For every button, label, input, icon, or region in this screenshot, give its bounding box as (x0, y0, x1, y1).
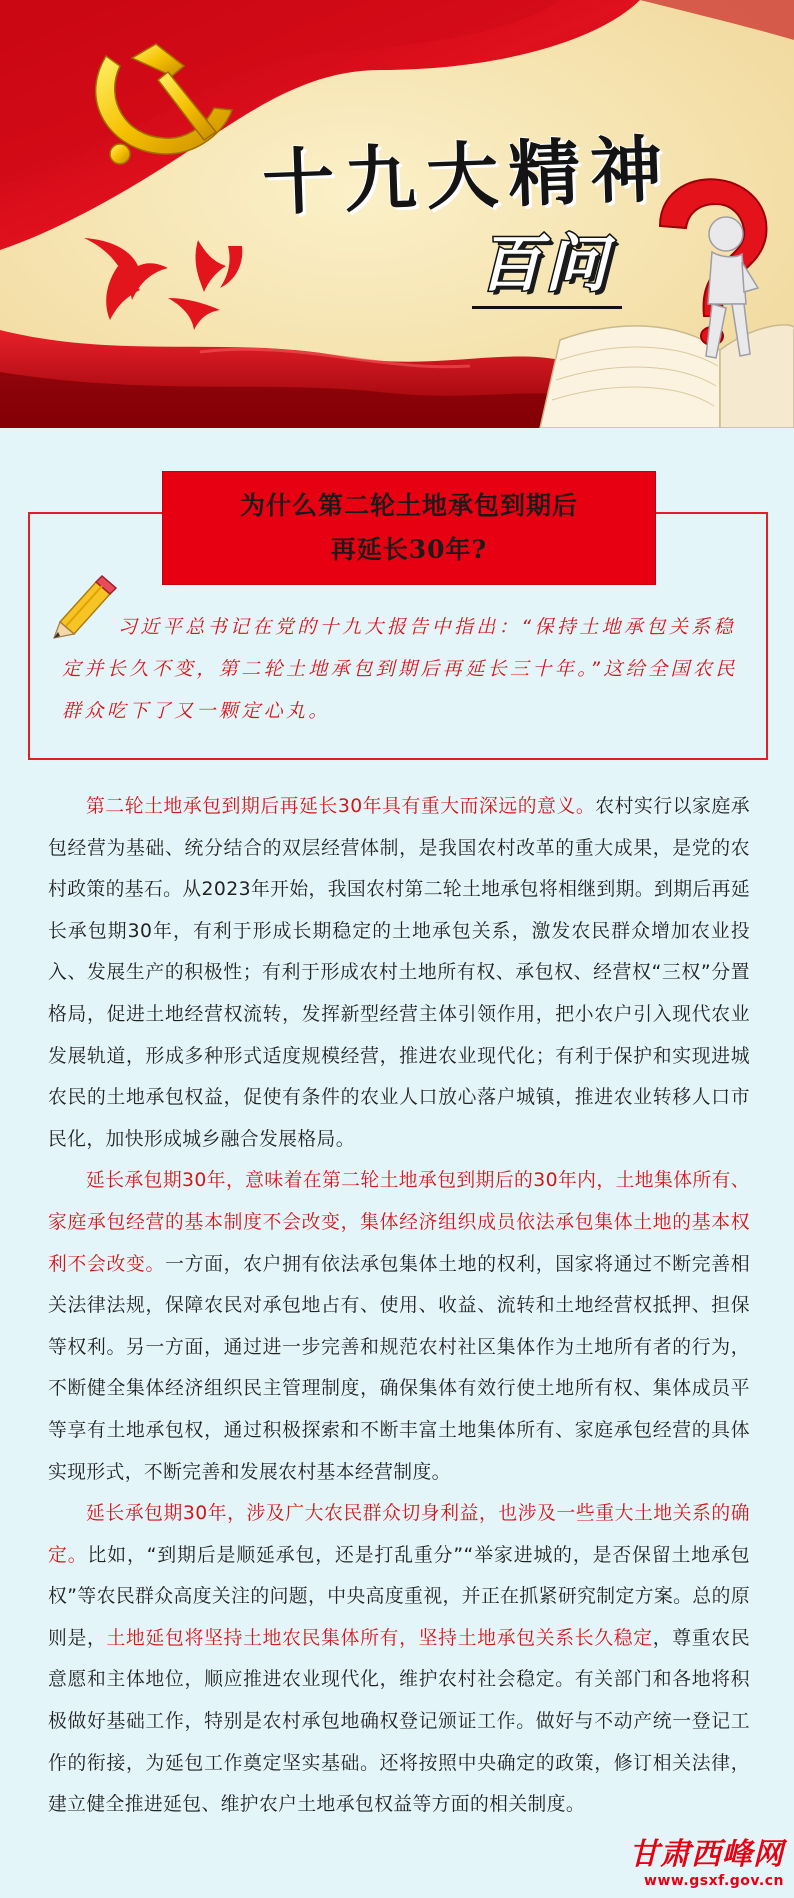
paragraph-2-text: 一方面，农户拥有依法承包集体土地的权利，国家将通过不断完善相关法律法规，保障农民对承包地占有、使用、收益、流转和土地经营权抵押、担保等权利。另一方面，通过进一步完善和规范农村社区集体作为土地所有者的行为，不断健全集体经济组织民主管理制度，确保集体有效行使土地所有权、集体成员平等享有土地承包权，通过积极探索和不断丰富土地集体所有、家庭承包经营的具体实现形式，不断完善和发展农村基本经营制度。 (48, 1253, 751, 1483)
question-line-2: 再延长30年? (330, 535, 488, 564)
site-logo-name: 甘肃西峰网 (629, 1837, 784, 1872)
paragraph-3-text-2: ，尊重农民意愿和主体地位，顺应推进农业现代化，维护农村社会稳定。有关部门和各地将积极做好基础工作，特别是农村承包地确权登记颁证工作。做好与不动产统一登记工作的衔接，为延包工作奠定坚实基础。还将按照中央确定的政策，修订相关法律，建立健全推进延包、维护农户土地承包权益等方面的相关制度。 (48, 1627, 750, 1816)
paragraph-2 (48, 1160, 750, 1493)
question-line-1: 为什么第二轮土地承包到期后 (239, 491, 578, 520)
paragraph-3-highlight-2: 土地延包将坚持土地农民集体所有，坚持土地承包关系长久稳定 (106, 1627, 653, 1649)
paragraph-3 (48, 1493, 750, 1826)
subtitle-underline (472, 306, 622, 309)
question-banner (163, 472, 655, 584)
banner-title: 十九大精神 (260, 127, 674, 226)
article-body (48, 786, 750, 1826)
banner-subtitle: 百问 (478, 227, 611, 300)
paragraph-1-highlight: 第二轮土地承包到期后再延长30年具有重大而深远的意义。 (86, 796, 596, 817)
paragraph-3-highlight-1: 延长承包期30年，涉及广大农民群众切身利益，也涉及一些重大土地关系的确定。 (48, 1503, 750, 1566)
paragraph-3-text-1: 比如，“到期后是顺延承包，还是打乱重分”“举家进城的，是否保留土地承包权”等农民群众高度关注的问题，中央高度重视，并正在抓紧研究制定方案。总的原则是， (48, 1544, 750, 1649)
paragraph-1-text: 农村实行以家庭承包经营为基础、统分结合的双层经营体制，是我国农村改革的重大成果，是党的农村政策的基石。从2023年开始，我国农村第二轮土地承包将相继到期。到期后再延长承包期30年，有利于形成长期稳定的土地承包关系，激发农民群众增加农业投入、发展生产的积极性；有利于形成农村土地所有权、承包权、经营权“三权”分置格局，促进土地经营权流转，发挥新型经营主体引领作用，把小农户引入现代农业发展轨道，形成多种形式适度规模经营，推进农业现代化；有利于保护和实现进城农民的土地承包权益，促使有条件的农业人口放心落户城镇，推进农业转移人口市民化，加快形成城乡融合发展格局。 (48, 796, 750, 1150)
site-logo-url[interactable]: www.gsxf.gov.cn (644, 1873, 784, 1889)
site-logo[interactable] (614, 1838, 784, 1890)
open-book-icon (540, 325, 794, 428)
paragraph-1 (48, 786, 750, 1160)
paragraph-2-highlight: 延长承包期30年，意味着在第二轮土地承包到期后的30年内，土地集体所有、家庭承包经营的基本制度不会改变，集体经济组织成员依法承包集体土地的基本权利不会改变。 (48, 1170, 750, 1275)
header-banner (0, 0, 794, 428)
quote-text: 习近平总书记在党的十九大报告中指出：“保持土地承包关系稳定并长久不变，第二轮土地承包到期后再延长三十年。”这给全国农民群众吃下了又一颗定心丸。 (62, 616, 738, 722)
